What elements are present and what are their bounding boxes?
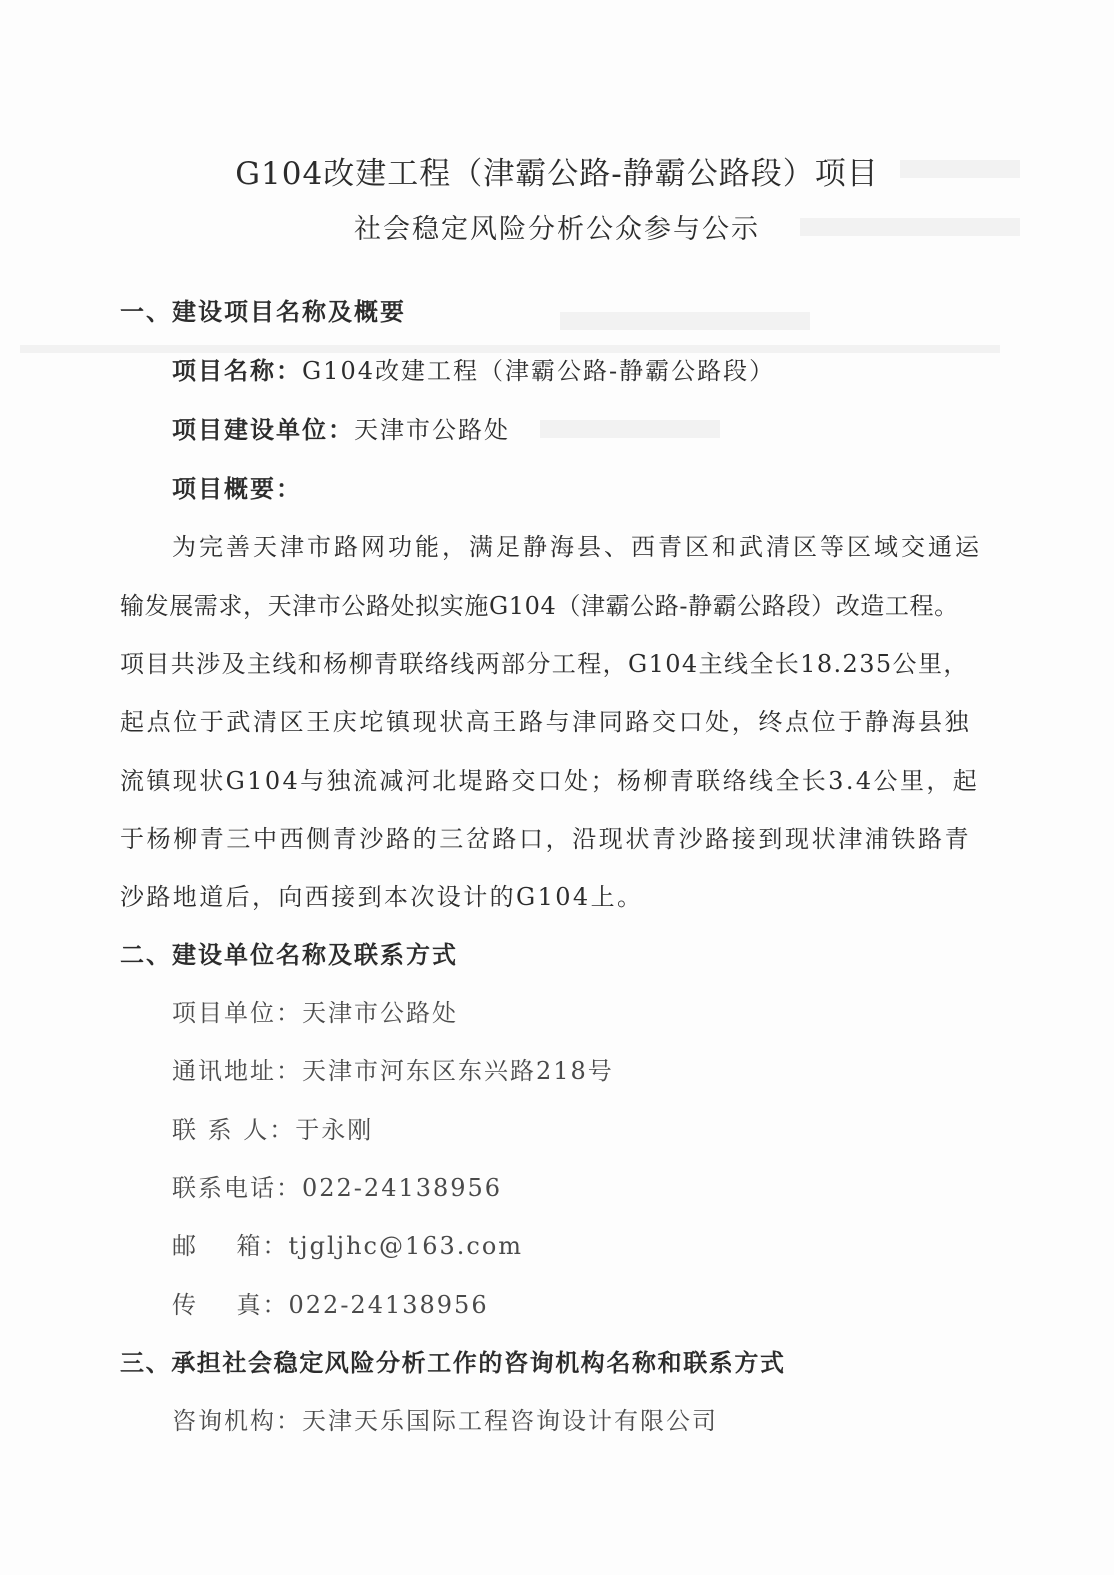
fax-row <box>172 1290 489 1320</box>
contact-value: 于永刚 <box>295 1116 374 1144</box>
email-row <box>172 1231 523 1261</box>
address-label: 通讯地址： <box>172 1057 302 1085</box>
unit-row <box>172 998 458 1028</box>
phone-label: 联系电话： <box>172 1174 302 1202</box>
project-name-row <box>172 356 775 386</box>
paragraph-line: 流镇现状G104与独流减河北堤路交口处；杨柳青联络线全长3.4公里，起 <box>120 767 980 795</box>
phone-row <box>172 1173 502 1203</box>
agency-label: 咨询机构： <box>172 1407 302 1435</box>
fax-value: 022-24138956 <box>288 1291 489 1319</box>
project-name-label: 项目名称： <box>172 356 302 385</box>
phone-value: 022-24138956 <box>302 1174 503 1202</box>
scan-bleed-mark <box>560 312 810 330</box>
paragraph-line: 项目共涉及主线和杨柳青联络线两部分工程，G104主线全长18.235公里， <box>120 650 969 678</box>
scan-bleed-mark <box>540 420 720 438</box>
paragraph-line: 于杨柳青三中西侧青沙路的三岔路口，沿现状青沙路接到现状津浦铁路青 <box>120 825 972 853</box>
unit-label: 项目单位： <box>172 999 302 1027</box>
email-label: 邮 箱： <box>172 1232 289 1260</box>
paragraph-line: 为完善天津市路网功能，满足静海县、西青区和武清区等区域交通运 <box>172 533 982 561</box>
document-title: G104改建工程（津霸公路-静霸公路段）项目 <box>235 156 879 192</box>
paragraph-line: 起点位于武清区王庆坨镇现状高王路与津同路交口处，终点位于静海县独 <box>120 708 972 736</box>
contact-row <box>172 1115 373 1145</box>
agency-row <box>172 1406 718 1436</box>
document-subtitle: 社会稳定风险分析公众参与公示 <box>354 214 760 245</box>
section-heading-3: 三、承担社会稳定风险分析工作的咨询机构名称和联系方式 <box>120 1348 786 1377</box>
builder-row <box>172 415 510 445</box>
address-value: 天津市河东区东兴路218号 <box>302 1057 614 1085</box>
overview-label: 项目概要： <box>172 474 302 503</box>
section-heading-1: 一、建设项目名称及概要 <box>120 297 406 326</box>
scan-bleed-mark <box>20 345 1000 353</box>
contact-label: 联 系 人： <box>172 1116 296 1144</box>
agency-value: 天津天乐国际工程咨询设计有限公司 <box>302 1407 718 1435</box>
section-heading-2: 二、建设单位名称及联系方式 <box>120 940 458 969</box>
unit-value: 天津市公路处 <box>302 999 458 1027</box>
email-value: tjgljhc@163.com <box>288 1232 524 1260</box>
address-row <box>172 1056 614 1086</box>
paragraph-line: 沙路地道后，向西接到本次设计的G104上。 <box>120 883 644 911</box>
paragraph-line: 输发展需求，天津市公路处拟实施G104（津霸公路-静霸公路段）改造工程。 <box>120 592 959 620</box>
builder-label: 项目建设单位： <box>172 415 354 444</box>
builder-value: 天津市公路处 <box>354 416 510 444</box>
project-name-value: G104改建工程（津霸公路-静霸公路段） <box>302 357 776 385</box>
fax-label: 传 真： <box>172 1291 289 1319</box>
